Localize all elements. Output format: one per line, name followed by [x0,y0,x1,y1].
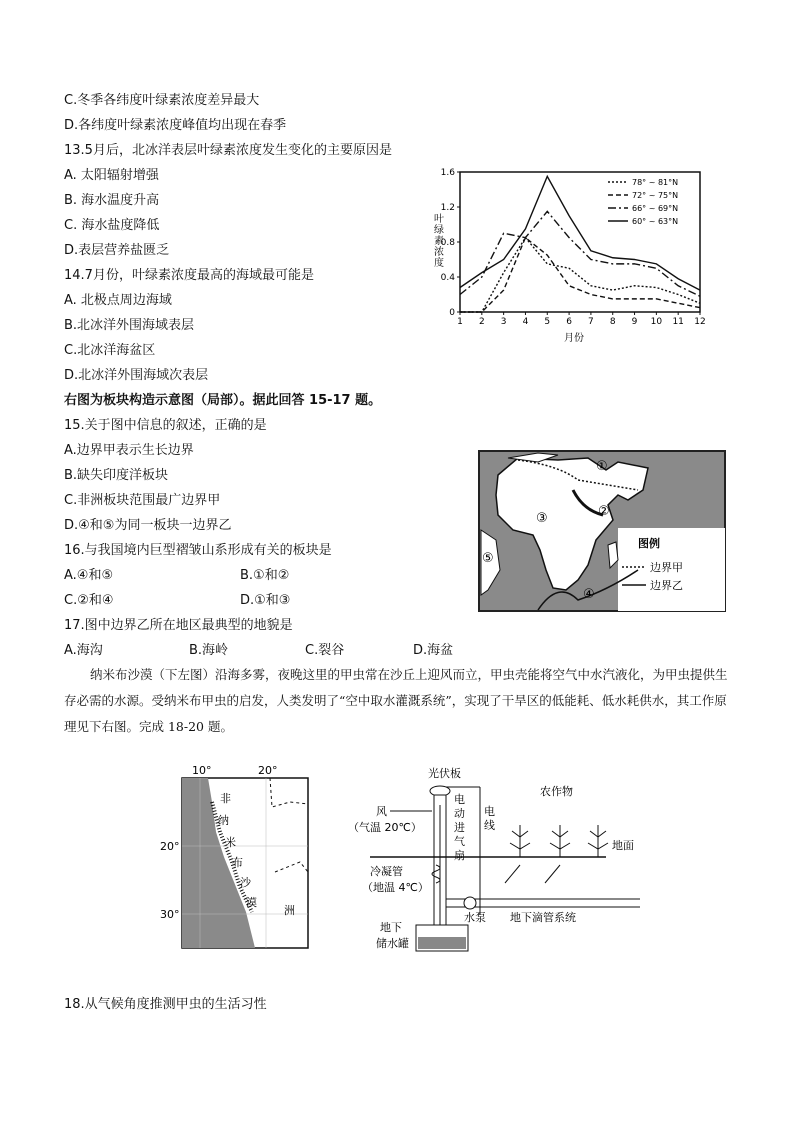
legend-label-yi: 边界乙 [650,579,683,592]
chlorophyll-chart [426,160,726,345]
q14-option-c: C.北冰洋海盆区 [64,343,156,358]
legend-title: 图例 [638,537,660,550]
drip-arrow-1 [505,865,520,883]
question-17: 17.图中边界乙所在地区最典型的地貌是 [64,618,293,633]
lat-30: 30° [160,908,180,921]
q13-option-c: C. 海水盐度降低 [64,218,160,233]
legend-label-jia: 边界甲 [650,561,683,574]
y-tick-label: 0.8 [440,238,455,248]
wire-c2: 线 [484,819,495,832]
plate-label-1: ① [596,459,608,474]
option-c: C.冬季各纬度叶绿素浓度差异最大 [64,93,260,108]
chart-xlabel: 月份 [564,333,584,344]
y-tick-label: 1.6 [440,168,455,178]
x-tick-label: 7 [588,317,594,327]
fan-c4: 气 [454,835,465,848]
map-char-1: 非 [220,792,231,805]
label-tank-1: 地下 [380,921,402,934]
label-soil-temp: （地温 4℃） [362,881,429,894]
map-char-4: 布 [232,856,243,869]
q16-option-a: A.④和⑤ [64,568,114,583]
map-char-3: 米 [225,836,236,849]
y-tick-label: 1.2 [440,203,455,213]
map-char-5: 沙 [240,876,251,889]
x-tick-label: 12 [694,317,706,327]
label-ground: 地面 [612,839,634,852]
q13-option-d: D.表层营养盐匮乏 [64,243,170,258]
fan-c2: 动 [454,807,465,820]
fan-c1: 电 [454,793,465,806]
x-tick-label: 8 [609,317,616,327]
q13-option-b: B. 海水温度升高 [64,193,160,208]
plate-label-3: ③ [536,511,548,526]
q16-option-b: B.①和② [240,568,290,583]
plate-label-5: ⑤ [482,551,494,566]
x-tick-label: 9 [631,317,638,327]
q16-option-c: C.②和④ [64,593,114,608]
map-char-6: 漠 [246,896,257,909]
legend-label-2: 66° ~ 69°N [632,204,679,213]
label-condenser: 冷凝管 [370,865,403,878]
pump-icon [464,897,476,909]
legend-label-3: 60° ~ 63°N [632,217,679,226]
q13-option-a: A. 太阳辐射增强 [64,168,159,183]
q15-option-d: D.④和⑤为同一板块一边界乙 [64,518,232,533]
x-tick-label: 11 [672,317,684,327]
q14-option-b: B.北冰洋外围海域表层 [64,318,195,333]
q17-option-c: C.裂谷 [305,643,345,658]
lat-20: 20° [160,840,180,853]
chart-ylabel: 叶绿素浓度 [434,214,444,269]
q14-option-a: A. 北极点周边海域 [64,293,172,308]
question-13: 13.5月后，北冰洋表层叶绿素浓度发生变化的主要原因是 [64,143,392,158]
y-tick-label: 0.4 [440,273,455,283]
map-char-7: 洲 [284,904,295,917]
label-panel: 光伏板 [428,767,461,780]
tank-water [418,937,466,949]
q15-option-b: B.缺失印度洋板块 [64,468,169,483]
lon-20: 20° [258,764,278,777]
plate-label-4: ④ [583,587,595,602]
legend-label-0: 78° ~ 81°N [632,178,679,187]
question-15: 15.关于图中信息的叙述，正确的是 [64,418,267,433]
irrigation-diagram [340,765,660,955]
fan-c5: 扇 [454,849,465,862]
x-tick-label: 6 [566,317,572,327]
lon-10: 10° [192,764,212,777]
label-wind: 风 [376,805,387,818]
label-crops: 农作物 [540,785,573,798]
namib-paragraph: 纳米布沙漠（下左图）沿海多雾，夜晚这里的甲虫常在沙丘上迎风而立，甲虫壳能将空气中水汽液化，为甲虫提供生存必需的水源。受纳米布甲虫的启发，人类发明了“空中取水灌溉系统”，实现了干旱区的低能耗、低水耗供水，其工作原理见下右图。完成 18-20 题。 [64,667,728,734]
q17-option-b: B.海岭 [189,643,229,658]
x-tick-label: 5 [544,317,551,327]
question-16: 16.与我国境内巨型褶皱山系形成有关的板块是 [64,543,332,558]
section-intro: 右图为板块构造示意图（局部）。据此回答 15-17 题。 [64,393,382,408]
question-18: 18.从气候角度推测甲虫的生活习性 [64,997,267,1012]
label-tank-2: 储水罐 [376,937,409,950]
y-tick-label: 0 [449,308,455,318]
q17-option-d: D.海盆 [413,643,454,658]
namib-map [160,762,330,952]
x-tick-label: 4 [522,317,529,327]
plate-map [478,450,726,612]
x-tick-label: 3 [500,317,507,327]
chart-plot [441,168,706,327]
question-14: 14.7月份，叶绿素浓度最高的海域最可能是 [64,268,314,283]
label-pump: 水泵 [464,911,486,924]
x-tick-label: 10 [650,317,663,327]
crop-plants [510,825,608,857]
label-air-temp: （气温 20℃） [348,821,422,834]
x-tick-label: 2 [478,317,485,327]
fan-c3: 进 [454,821,465,834]
x-tick-label: 1 [457,317,463,327]
legend-label-1: 72° ~ 75°N [632,191,679,200]
map-char-2: 纳 [218,814,229,827]
q17-option-a: A.海沟 [64,643,103,658]
q14-option-d: D.北冰洋外围海域次表层 [64,368,209,383]
drip-arrow-2 [545,865,560,883]
plate-label-2: ② [598,504,610,519]
wire-c1: 电 [484,805,495,818]
q15-option-c: C.非洲板块范围最广边界甲 [64,493,221,508]
option-d: D.各纬度叶绿素浓度峰值均出现在春季 [64,118,287,133]
label-drip: 地下滴管系统 [510,911,576,924]
q15-option-a: A.边界甲表示生长边界 [64,443,194,458]
q16-option-d: D.①和③ [240,593,291,608]
